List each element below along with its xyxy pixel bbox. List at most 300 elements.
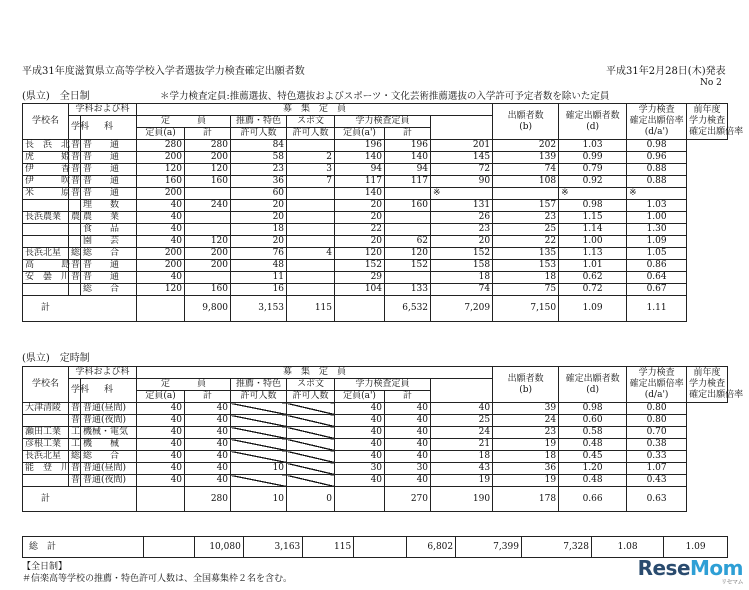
fulltime-cell-p: 0.96	[627, 152, 687, 164]
fulltime-cell-b: 72	[431, 164, 493, 176]
parttime-cell-kei: 40	[185, 475, 231, 487]
parttime-cell-ga: 30	[335, 463, 385, 475]
fulltime-cell-school: 高 島	[23, 260, 69, 272]
fulltime-cell-kei	[185, 272, 231, 284]
parttime-row	[23, 439, 728, 451]
parttime-cell-r: 0.98	[559, 403, 627, 415]
fulltime-cell-school	[23, 284, 69, 296]
parttime-cell-a: 40	[137, 439, 185, 451]
parttime-row	[23, 427, 728, 439]
header-course-group: 学科および科	[69, 104, 137, 116]
fulltime-cell-spo: 2	[287, 152, 335, 164]
header-gakuryoku-a: 定員(a')	[335, 128, 385, 140]
pt-header-sports-2: 許可人数	[287, 391, 335, 403]
fulltime-cell-spo: 4	[287, 248, 335, 260]
fulltime-cell-b: 158	[431, 260, 493, 272]
fulltime-cell-gakka: 普	[69, 140, 81, 152]
fulltime-cell-r: 0.62	[559, 272, 627, 284]
fulltime-cell-a: 40	[137, 224, 185, 236]
parttime-table	[22, 366, 744, 512]
fulltime-cell-gakka: 普	[69, 164, 81, 176]
pt-header-ka: 科	[81, 379, 137, 403]
parttime-cell-kei: 40	[185, 427, 231, 439]
fulltime-cell-ga: 140	[335, 188, 385, 200]
header-suisen-2: 許可人数	[231, 128, 287, 140]
header-school: 学校名	[23, 104, 69, 140]
document-title: 平成31年度滋賀県立高等学校入学者選抜学力検査確定出願者数	[22, 66, 305, 77]
fulltime-row	[23, 152, 728, 164]
header-sports-2: 許可人数	[287, 128, 335, 140]
parttime-cell-p: 0.80	[627, 415, 687, 427]
parttime-cell-ka: 普通(夜間)	[81, 415, 137, 427]
parttime-cell-ga: 40	[335, 451, 385, 463]
pt-header-gakuryoku-a: 定員(a')	[335, 391, 385, 403]
fulltime-cell-spo: 3	[287, 164, 335, 176]
fulltime-row	[23, 164, 728, 176]
parttime-cell-d: 39	[493, 403, 559, 415]
fulltime-cell-sui: 20	[231, 212, 287, 224]
fulltime-cell-r: 0.79	[559, 164, 627, 176]
parttime-cell-sui	[231, 475, 287, 487]
fulltime-cell-gakka	[69, 236, 81, 248]
fulltime-cell-d: 153	[493, 260, 559, 272]
fulltime-cell-school: 伊 香	[23, 164, 69, 176]
fulltime-cell-p: 0.88	[627, 176, 687, 188]
fulltime-cell-ga: 29	[335, 272, 385, 284]
fulltime-cell-gakka	[69, 284, 81, 296]
fulltime-cell-school	[23, 200, 69, 212]
fulltime-row	[23, 272, 728, 284]
parttime-cell-gk: 40	[385, 427, 431, 439]
fulltime-cell-ka: 園 芸	[81, 236, 137, 248]
fulltime-cell-b: 152	[431, 248, 493, 260]
fulltime-cell-p: 0.64	[627, 272, 687, 284]
parttime-cell-school: 大津清陵	[23, 403, 69, 415]
pt-header-school: 学校名	[23, 367, 69, 403]
fulltime-cell-ka: 総 合	[81, 284, 137, 296]
parttime-cell-b: 19	[431, 475, 493, 487]
fulltime-cell-gk: 133	[385, 284, 431, 296]
parttime-cell-p: 1.07	[627, 463, 687, 475]
fulltime-cell-sui: 20	[231, 200, 287, 212]
fulltime-cell-r: 1.14	[559, 224, 627, 236]
fulltime-cell-p: 1.00	[627, 212, 687, 224]
grand-total-prev-ratio: 1.09	[664, 537, 728, 558]
fulltime-cell-sui: 58	[231, 152, 287, 164]
fulltime-cell-gk	[385, 212, 431, 224]
parttime-cell-ka: 普通(昼間)	[81, 403, 137, 415]
parttime-cell-ga: 40	[335, 415, 385, 427]
parttime-cell-school	[23, 475, 69, 487]
fulltime-cell-kei: 160	[185, 284, 231, 296]
fulltime-total-row	[23, 296, 728, 322]
parttime-cell-gk: 40	[385, 475, 431, 487]
fulltime-cell-d: 22	[493, 236, 559, 248]
fulltime-cell-ka: 農 業	[81, 212, 137, 224]
fulltime-cell-ga: 20	[335, 200, 385, 212]
header-ratio: 学力検査 確定出願倍率 (d/a')	[627, 104, 687, 140]
fulltime-cell-a: 200	[137, 260, 185, 272]
parttime-cell-school: 長浜北星	[23, 451, 69, 463]
parttime-cell-gk: 40	[385, 439, 431, 451]
parttime-cell-d: 18	[493, 451, 559, 463]
footer-note: ＃信楽高等学校の推薦・特色許可人数は、全国募集枠２名を含む。	[22, 574, 293, 584]
fulltime-cell-p: 1.09	[627, 236, 687, 248]
pt-total-prev-ratio: 0.63	[627, 487, 687, 512]
grand-total-sports: 115	[303, 537, 354, 558]
fulltime-cell-school: 長浜農業	[23, 212, 69, 224]
fulltime-cell-gakka: 普	[69, 176, 81, 188]
fulltime-cell-ka: 普 通	[81, 152, 137, 164]
fulltime-cell-spo: 7	[287, 176, 335, 188]
parttime-cell-a: 40	[137, 475, 185, 487]
parttime-cell-p: 0.33	[627, 451, 687, 463]
parttime-cell-gk: 40	[385, 403, 431, 415]
grand-total-suisen: 3,163	[243, 537, 302, 558]
total-confirmed: 7,150	[493, 296, 559, 322]
parttime-cell-r: 0.48	[559, 439, 627, 451]
pt-header-kei: 計	[185, 391, 231, 403]
parttime-cell-b: 43	[431, 463, 493, 475]
grand-total-applicants: 7,399	[456, 537, 522, 558]
parttime-cell-ga: 40	[335, 475, 385, 487]
fulltime-cell-ka: 普 通	[81, 272, 137, 284]
parttime-cell-ga: 40	[335, 403, 385, 415]
fulltime-cell-kei: 200	[185, 152, 231, 164]
pt-total-suisen: 10	[231, 487, 287, 512]
fulltime-cell-p: 0.86	[627, 260, 687, 272]
fulltime-cell-ga: 20	[335, 236, 385, 248]
fulltime-cell-spo	[287, 212, 335, 224]
fulltime-cell-b: 145	[431, 152, 493, 164]
parttime-cell-spo	[287, 403, 335, 415]
fulltime-cell-ka: 普 通	[81, 140, 137, 152]
fulltime-cell-sui: 20	[231, 236, 287, 248]
parttime-cell-b: 25	[431, 415, 493, 427]
fulltime-cell-kei	[185, 212, 231, 224]
fulltime-cell-a: 40	[137, 272, 185, 284]
fulltime-cell-gk: 196	[385, 140, 431, 152]
parttime-cell-d: 24	[493, 415, 559, 427]
parttime-cell-spo	[287, 415, 335, 427]
fulltime-cell-a: 200	[137, 152, 185, 164]
header-kei: 計	[185, 128, 231, 140]
pt-total-gakuryoku: 270	[385, 487, 431, 512]
fulltime-cell-b: 20	[431, 236, 493, 248]
fulltime-cell-kei	[185, 224, 231, 236]
fulltime-cell-gk: 117	[385, 176, 431, 188]
fulltime-cell-sui: 36	[231, 176, 287, 188]
pt-header-course-group: 学科および科	[69, 367, 137, 379]
parttime-cell-spo	[287, 439, 335, 451]
parttime-cell-r: 0.58	[559, 427, 627, 439]
fulltime-cell-a: 200	[137, 188, 185, 200]
parttime-cell-p: 0.70	[627, 427, 687, 439]
fulltime-cell-kei: 120	[185, 236, 231, 248]
fulltime-cell-a: 120	[137, 164, 185, 176]
grand-total-kei: 10,080	[194, 537, 243, 558]
fulltime-cell-kei: 280	[185, 140, 231, 152]
resemom-logo: ReseMom リセマム	[637, 556, 743, 586]
fulltime-row	[23, 176, 728, 188]
parttime-cell-a: 40	[137, 427, 185, 439]
fulltime-cell-r: 1.00	[559, 236, 627, 248]
pt-total-confirmed: 178	[493, 487, 559, 512]
parttime-cell-kei: 40	[185, 403, 231, 415]
parttime-cell-sui	[231, 427, 287, 439]
fulltime-cell-r: 1.01	[559, 260, 627, 272]
fulltime-cell-spo	[287, 140, 335, 152]
fulltime-cell-p: 1.03	[627, 200, 687, 212]
parttime-cell-sui	[231, 403, 287, 415]
parttime-cell-b: 40	[431, 403, 493, 415]
fulltime-cell-spo	[287, 200, 335, 212]
parttime-cell-kei: 40	[185, 451, 231, 463]
parttime-cell-gakka: 普	[69, 475, 81, 487]
total-kei: 9,800	[185, 296, 231, 322]
fulltime-cell-d: 25	[493, 224, 559, 236]
fulltime-cell-gk: 94	[385, 164, 431, 176]
fulltime-row	[23, 260, 728, 272]
header-recruit: 募 集 定 員	[137, 104, 493, 116]
fulltime-cell-gakka	[69, 224, 81, 236]
parttime-cell-gakka: 普	[69, 403, 81, 415]
fulltime-cell-b: ※	[431, 188, 493, 200]
total-gakuryoku: 6,532	[385, 296, 431, 322]
parttime-section-label: (県立) 定時制	[22, 353, 90, 364]
parttime-cell-spo	[287, 463, 335, 475]
fulltime-cell-gk	[385, 188, 431, 200]
fulltime-cell-ga: 94	[335, 164, 385, 176]
parttime-cell-gakka: 工	[69, 439, 81, 451]
fulltime-cell-b: 18	[431, 272, 493, 284]
fulltime-cell-kei: 200	[185, 260, 231, 272]
fulltime-row	[23, 188, 728, 200]
fulltime-cell-ka: 普 通	[81, 260, 137, 272]
grand-total-table	[22, 536, 728, 558]
fulltime-cell-kei: 120	[185, 164, 231, 176]
header-applicants: 出願者数 (b)	[493, 104, 559, 140]
pt-header-ratio: 学力検査 確定出願倍率 (d/a')	[627, 367, 687, 403]
header-teiin: 定 員	[137, 116, 231, 128]
parttime-cell-ka: 機械・電気	[81, 427, 137, 439]
fulltime-cell-kei	[185, 188, 231, 200]
parttime-cell-gk: 40	[385, 451, 431, 463]
fulltime-cell-p: 0.98	[627, 140, 687, 152]
fulltime-cell-sui: 60	[231, 188, 287, 200]
parttime-cell-school: 能 登 川	[23, 463, 69, 475]
fulltime-cell-gk	[385, 224, 431, 236]
grand-total-ratio: 1.08	[592, 537, 664, 558]
fulltime-cell-sui: 48	[231, 260, 287, 272]
fulltime-cell-spo	[287, 272, 335, 284]
fulltime-table	[22, 103, 744, 322]
fulltime-cell-ka: 普 通	[81, 176, 137, 188]
fulltime-cell-spo	[287, 284, 335, 296]
parttime-row	[23, 403, 728, 415]
fulltime-cell-b: 90	[431, 176, 493, 188]
parttime-cell-gakka: 工	[69, 427, 81, 439]
fulltime-cell-school: 長 浜 北	[23, 140, 69, 152]
parttime-cell-spo	[287, 475, 335, 487]
parttime-cell-gakka: 普	[69, 415, 81, 427]
fulltime-cell-r: 0.98	[559, 200, 627, 212]
parttime-cell-d: 19	[493, 475, 559, 487]
parttime-cell-p: 0.43	[627, 475, 687, 487]
parttime-cell-gk: 30	[385, 463, 431, 475]
fulltime-cell-gakka: 農	[69, 212, 81, 224]
parttime-cell-a: 40	[137, 403, 185, 415]
fulltime-cell-spo	[287, 236, 335, 248]
total-prev-ratio: 1.11	[627, 296, 687, 322]
fulltime-cell-kei: 200	[185, 248, 231, 260]
parttime-cell-a: 40	[137, 463, 185, 475]
publish-date: 平成31年2月28日(木)発表	[606, 66, 726, 77]
fulltime-cell-spo	[287, 188, 335, 200]
fulltime-cell-ga: 22	[335, 224, 385, 236]
parttime-cell-d: 23	[493, 427, 559, 439]
parttime-cell-r: 1.20	[559, 463, 627, 475]
header-gakuryoku-kei: 計	[385, 128, 431, 140]
fulltime-note: ＊学力検査定員:推薦選抜、特色選抜およびスポーツ・文化芸術推薦選抜の入学許可予定者数を除いた定員	[160, 91, 610, 102]
fulltime-section-label: (県立) 全日制	[22, 91, 90, 102]
fulltime-cell-ga: 20	[335, 212, 385, 224]
grand-total-confirmed: 7,328	[521, 537, 591, 558]
pt-header-applicants: 出願者数 (b)	[493, 367, 559, 403]
header-confirmed: 確定出願者数 (d)	[559, 104, 627, 140]
fulltime-header-row-1	[23, 104, 728, 116]
fulltime-cell-ka: 普 通	[81, 188, 137, 200]
total-ratio: 1.09	[559, 296, 627, 322]
fulltime-cell-r: ※	[559, 188, 627, 200]
fulltime-cell-ga: 117	[335, 176, 385, 188]
total-suisen: 3,153	[231, 296, 287, 322]
header-prev-ratio: 前年度 学力検査 確定出願倍率	[687, 104, 728, 140]
parttime-cell-sui: 10	[231, 463, 287, 475]
parttime-cell-d: 36	[493, 463, 559, 475]
total-sports: 115	[287, 296, 335, 322]
fulltime-cell-d	[493, 188, 559, 200]
footer-section: 【全日制】	[22, 562, 68, 572]
parttime-cell-gk: 40	[385, 415, 431, 427]
pt-total-label: 計	[23, 487, 137, 512]
fulltime-cell-school: 安 曇 川	[23, 272, 69, 284]
parttime-cell-spo	[287, 451, 335, 463]
fulltime-cell-b: 74	[431, 284, 493, 296]
fulltime-cell-ga: 104	[335, 284, 385, 296]
header-ka: 科	[81, 116, 137, 140]
parttime-cell-school	[23, 415, 69, 427]
fulltime-cell-d: 75	[493, 284, 559, 296]
parttime-cell-p: 0.38	[627, 439, 687, 451]
fulltime-cell-d: 139	[493, 152, 559, 164]
fulltime-cell-ka: 理 数	[81, 200, 137, 212]
parttime-cell-kei: 40	[185, 415, 231, 427]
parttime-row	[23, 451, 728, 463]
fulltime-row	[23, 224, 728, 236]
fulltime-cell-spo	[287, 260, 335, 272]
pt-header-confirmed: 確定出願者数 (d)	[559, 367, 627, 403]
fulltime-cell-d: 135	[493, 248, 559, 260]
parttime-cell-a: 40	[137, 415, 185, 427]
parttime-cell-a: 40	[137, 451, 185, 463]
fulltime-cell-ga: 120	[335, 248, 385, 260]
fulltime-cell-gakka: 普	[69, 260, 81, 272]
fulltime-cell-b: 26	[431, 212, 493, 224]
header-gakka: 学科	[69, 116, 81, 140]
fulltime-cell-r: 1.03	[559, 140, 627, 152]
parttime-cell-sui	[231, 415, 287, 427]
fulltime-cell-sui: 11	[231, 272, 287, 284]
fulltime-cell-ga: 140	[335, 152, 385, 164]
fulltime-cell-ga: 152	[335, 260, 385, 272]
fulltime-row	[23, 140, 728, 152]
pt-header-suisen-2: 許可人数	[231, 391, 287, 403]
fulltime-cell-d: 157	[493, 200, 559, 212]
fulltime-cell-gakka: 普	[69, 272, 81, 284]
fulltime-cell-r: 0.99	[559, 152, 627, 164]
parttime-cell-ga: 40	[335, 427, 385, 439]
parttime-cell-ka: 総 合	[81, 451, 137, 463]
fulltime-cell-a: 40	[137, 236, 185, 248]
fulltime-cell-gk: 140	[385, 152, 431, 164]
fulltime-cell-sui: 16	[231, 284, 287, 296]
parttime-cell-sui	[231, 439, 287, 451]
total-label: 計	[23, 296, 137, 322]
pt-total-kei: 280	[185, 487, 231, 512]
parttime-cell-ka: 機 械	[81, 439, 137, 451]
fulltime-cell-p: 0.88	[627, 164, 687, 176]
fulltime-cell-spo	[287, 224, 335, 236]
parttime-cell-sui	[231, 451, 287, 463]
pt-header-prev-ratio: 前年度 学力検査 確定出願倍率	[687, 367, 728, 403]
fulltime-cell-p: 1.05	[627, 248, 687, 260]
page-number: No 2	[700, 78, 722, 88]
parttime-cell-spo	[287, 427, 335, 439]
pt-total-ratio: 0.66	[559, 487, 627, 512]
fulltime-cell-p: ※	[627, 188, 687, 200]
fulltime-cell-sui: 23	[231, 164, 287, 176]
fulltime-cell-school: 長浜北星	[23, 248, 69, 260]
fulltime-cell-ka: 食 品	[81, 224, 137, 236]
fulltime-cell-ga: 196	[335, 140, 385, 152]
grand-total-label: 総 計	[23, 537, 144, 558]
pt-header-teiin: 定 員	[137, 379, 231, 391]
fulltime-cell-r: 0.72	[559, 284, 627, 296]
fulltime-cell-school	[23, 224, 69, 236]
fulltime-cell-gakka: 普	[69, 152, 81, 164]
fulltime-cell-d: 23	[493, 212, 559, 224]
fulltime-cell-gk: 152	[385, 260, 431, 272]
fulltime-cell-d: 202	[493, 140, 559, 152]
total-applicants: 7,209	[431, 296, 493, 322]
parttime-cell-r: 0.60	[559, 415, 627, 427]
fulltime-row	[23, 200, 728, 212]
pt-total-sports: 0	[287, 487, 335, 512]
fulltime-cell-d: 18	[493, 272, 559, 284]
parttime-cell-b: 21	[431, 439, 493, 451]
parttime-cell-b: 18	[431, 451, 493, 463]
grand-total-row	[23, 537, 728, 558]
fulltime-cell-gk: 160	[385, 200, 431, 212]
fulltime-cell-school: 米 原	[23, 188, 69, 200]
fulltime-cell-gk	[385, 272, 431, 284]
fulltime-cell-school: 虎 姫	[23, 152, 69, 164]
fulltime-cell-gakka	[69, 200, 81, 212]
fulltime-cell-school: 伊 吹	[23, 176, 69, 188]
pt-header-gakuryoku: 学力検査定員	[335, 379, 431, 391]
fulltime-row	[23, 284, 728, 296]
